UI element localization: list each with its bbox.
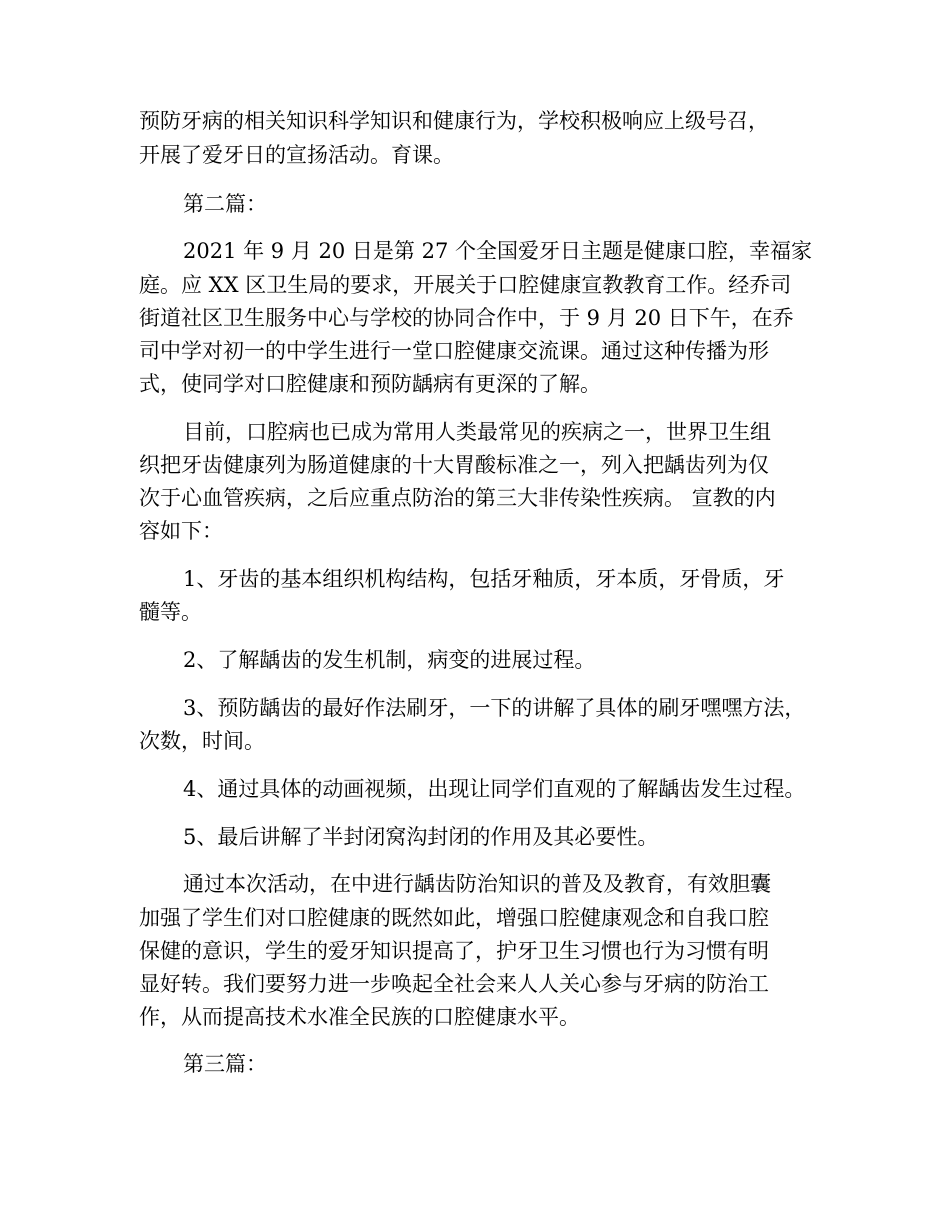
paragraph-3-line-3: 次于心血管疾病，之后应重点防治的第三大非传染性疾病。 宣教的内	[139, 486, 776, 510]
paragraph-2-line-4: 司中学对初一的中学生进行一堂口腔健康交流课。通过这种传播为形	[139, 339, 769, 363]
paragraph-4-line-3: 保健的意识，学生的爱牙知识提高了，护牙卫生习惯也行为习惯有明	[139, 939, 769, 963]
list-item-2: 2、了解龋齿的发生机制，病变的进展过程。	[183, 648, 596, 672]
paragraph-2-line-5: 式，使同学对口腔健康和预防龋病有更深的了解。	[139, 372, 601, 396]
section-2-heading: 第二篇：	[183, 192, 267, 216]
paragraph-2-line-2: 庭。应 XX 区卫生局的要求，开展关于口腔健康宣教教育工作。经乔司	[139, 273, 792, 297]
paragraph-3-line-1: 目前，口腔病也已成为常用人类最常见的疾病之一，世界卫生组	[183, 420, 771, 444]
section-3-heading: 第三篇：	[183, 1052, 267, 1076]
list-item-5: 5、最后讲解了半封闭窝沟封闭的作用及其必要性。	[183, 825, 659, 849]
paragraph-4-line-5: 作，从而提高技术水准全民族的口腔健康水平。	[139, 1005, 580, 1029]
paragraph-2-line-3: 街道社区卫生服务中心与学校的协同合作中，于 9 月 20 日下午，在乔	[139, 306, 794, 330]
list-item-1-line-1: 1、牙齿的基本组织机构结构，包括牙釉质，牙本质，牙骨质，牙	[183, 567, 785, 591]
paragraph-3-line-2: 织把牙齿健康列为肠道健康的十大胃酸标准之一，列入把龋齿列为仅	[139, 453, 769, 477]
paragraph-1-line-2: 开展了爱牙日的宣扬活动。育课。	[139, 143, 454, 167]
paragraph-3-line-4: 容如下：	[139, 519, 223, 543]
list-item-3-line-2: 次数，时间。	[139, 729, 265, 753]
list-item-1-line-2: 髓等。	[139, 600, 202, 624]
paragraph-2-line-1: 2021 年 9 月 20 日是第 27 个全国爱牙日主题是健康口腔，幸福家	[183, 239, 812, 263]
list-item-3-line-1: 3、预防龋齿的最好作法刷牙，一下的讲解了具体的刷牙嘿嘿方法，	[183, 696, 806, 720]
paragraph-1-line-1: 预防牙病的相关知识科学知识和健康行为，学校积极响应上级号召，	[139, 109, 769, 133]
paragraph-4-line-4: 显好转。我们要努力进一步唤起全社会来人人关心参与牙病的防治工	[139, 972, 769, 996]
paragraph-4-line-2: 加强了学生们对口腔健康的既然如此，增强口腔健康观念和自我口腔	[139, 906, 769, 930]
paragraph-4-line-1: 通过本次活动，在中进行龋齿防治知识的普及及教育，有效胆囊	[183, 872, 771, 896]
list-item-4: 4、通过具体的动画视频，出现让同学们直观的了解龋齿发生过程。	[183, 777, 806, 801]
